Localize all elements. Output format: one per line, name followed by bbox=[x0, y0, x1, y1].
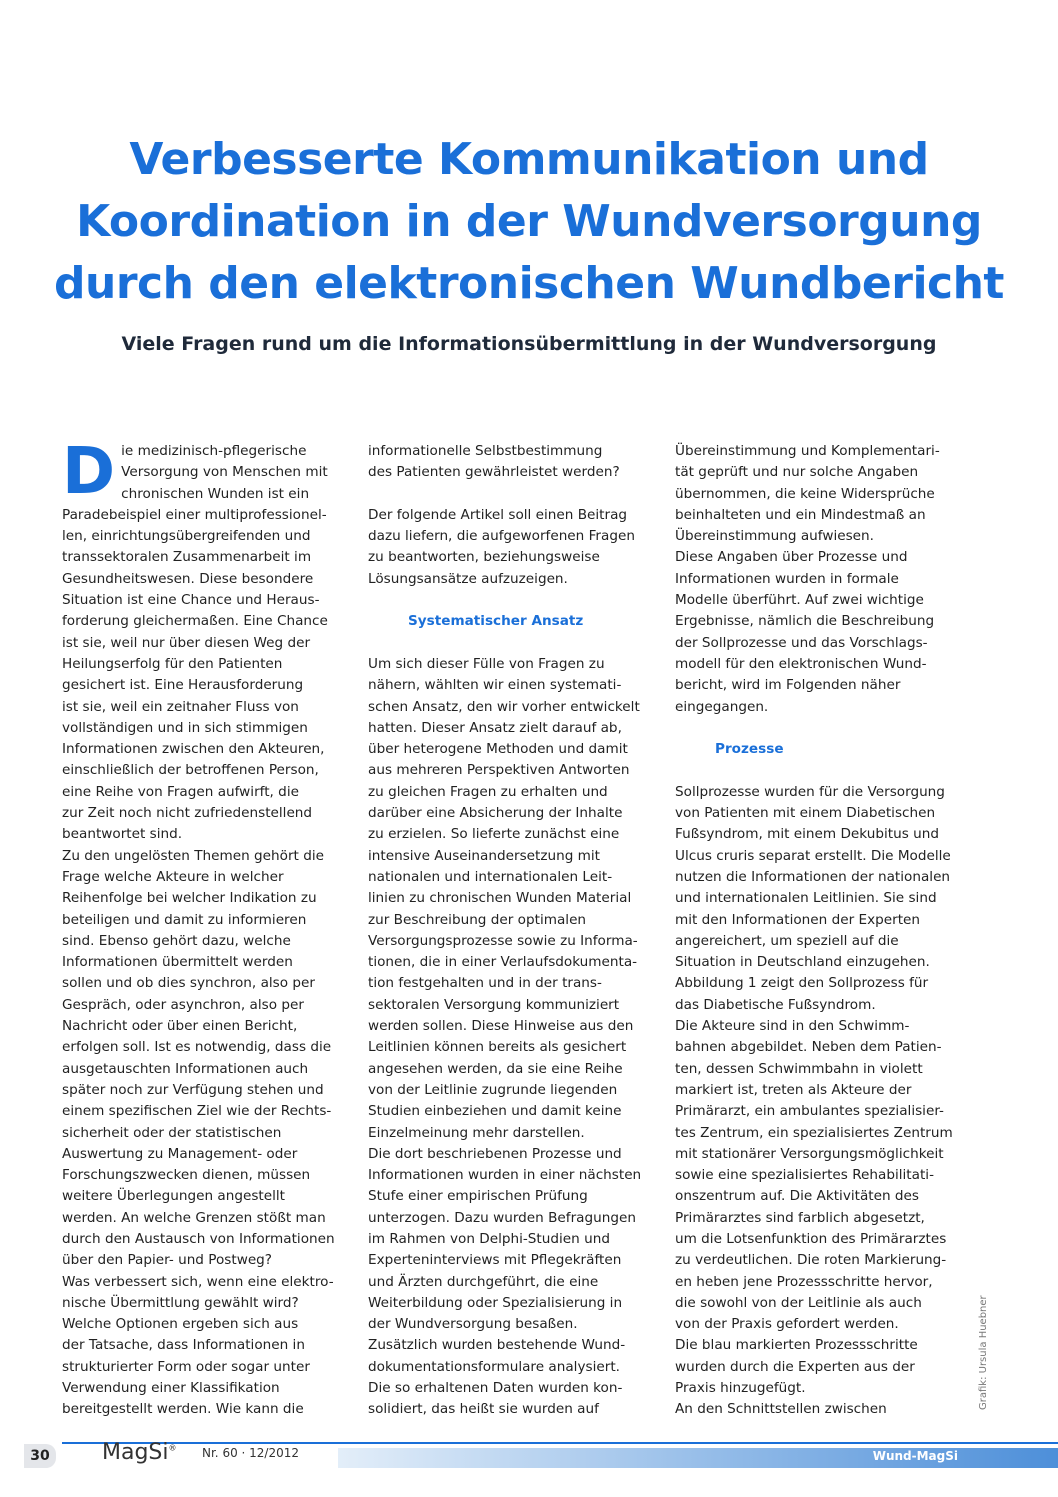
section-heading-prozesse: Prozesse bbox=[715, 741, 784, 758]
page-number: 30 bbox=[24, 1444, 56, 1468]
text-column-3 bbox=[675, 441, 965, 1461]
magazine-logo bbox=[102, 1440, 177, 1465]
intro-paragraph: ie medizinisch-pflegerische Versorgung von Menschen mit chronischen Wunden ist ein Paradebeispiel einer multiprofessionel- len, einrichtungsübergreifenden und transsektoralen Zusammenarbeit im Gesundheitswesen. Diese besondere Situation ist eine Chance und Heraus- forderung gleichermaßen. Eine Chance ist sie, weil nur über diesen Weg der Heilungserfolg für den Patienten gesichert ist. Eine Herausforderung ist sie, weil ein zeitnaher Fluss von vollständigen und in sich stimmigen Informationen zwischen den Akteuren, einschließlich der betroffenen Person, eine Reihe von Fragen aufwirft, die zur Zeit noch nicht zufriedenstellend beantwortet sind. Zu den ungelösten Themen gehört die Frage welche Akteure in welcher Reihenfolge bei welcher Indikation zu beteiligen und damit zu informieren sind. Ebenso gehört dazu, welche Informationen übermittelt werden sollen und ob dies synchron, also per Gespräch, oder asynchron, also per Nachricht oder über einen Bericht, erfolgen soll. Ist es notwendig, dass die ausgetauschten Informationen auch später noch zur Verfügung stehen und einem spezifischen Ziel wie der Rechts- sicherheit oder der statistischen Auswertung zu Management- oder Forschungszwecken dienen, müssen weitere Überlegungen angestellt werden. An welche Grenzen stößt man durch den Austausch von Informationen über den Papier- und Postweg? Was verbessert sich, wenn eine elektro- nische Übermittlung gewählt wird? Welche Optionen ergeben sich aus der Tatsache, dass Informationen in strukturierter Form oder sogar unter Verwendung einer Klassifikation bereitgestellt werden. Wie kann die bbox=[62, 443, 335, 1418]
paragraph: Übereinstimmung und Komplementari- tät geprüft und nur solche Angaben übernommen, die keine Widersprüche beinhalteten und ein Mindestmaß an Übereinstimmung aufwiesen. Diese Angaben über Prozesse und Informationen wurden in formale Modelle überführt. Auf zwei wichtige Ergebnisse, nämlich die Beschreibung der Sollprozesse und das Vorschlags- modell für den elektronischen Wund- bericht, wird im Folgenden näher eingegangen. bbox=[675, 443, 940, 715]
graphic-credit: Grafik: Ursula Huebner bbox=[978, 1295, 989, 1410]
issue-info: Nr. 60 · 12/2012 bbox=[202, 1446, 300, 1460]
text-column-2 bbox=[368, 441, 651, 1461]
brand-name: MagSi bbox=[102, 1440, 169, 1465]
section-name: Wund-MagSi bbox=[872, 1449, 958, 1463]
drop-cap: D bbox=[62, 441, 116, 509]
text-column-1 bbox=[62, 441, 348, 1461]
paragraph: Um sich dieser Fülle von Fragen zu nähern, wählten wir einen systemati- schen Ansatz, den wir vorher entwickelt hatten. Dieser Ansatz zielt darauf ab, über heterogene Methoden und damit aus mehreren Perspektiven Antworten zu gleichen Fragen zu erhalten und darüber eine Absicherung der Inhalte zu erzielen. So lieferte zunächst eine intensive Auseinandersetzung mit nationalen und internationalen Leit- linien zu chronischen Wunden Material zur Beschreibung der optimalen Versorgungsprozesse sowie zu Informa- tionen, die in einer Verlaufsdokumenta- tion festgehalten und in der trans- sektoralen Versorgung kommuniziert werden sollen. Diese Hinweise aus den Leitlinien können bereits als gesichert angesehen werden, da sie eine Reihe von der Leitlinie zugrunde liegenden Studien einbeziehen und damit keine Einzelmeinung mehr darstellen. Die dort beschriebenen Prozesse und Informationen wurden in einer nächsten Stufe einer empirischen Prüfung unterzogen. Dazu wurden Befragungen im Rahmen von Delphi-Studien und Experteninterviews mit Pflegekräften und Ärzten durchgeführt, die eine Weiterbildung oder Spezialisierung in der Wundversorgung besaßen. Zusätzlich wurden bestehende Wund- dokumentationsformulare analysiert. Die so erhaltenen Daten wurden kon- solidiert, das heißt sie wurden auf bbox=[368, 655, 642, 1418]
paragraph: Sollprozesse wurden für die Versorgung von Patienten mit einem Diabetischen Fußsyndrom, mit einem Dekubitus und Ulcus cruris separat erstellt. Die Modelle nutzen die Informationen der nationalen und internationalen Leitlinien. Sie sind mit den Informationen der Experten angereichert, um speziell auf die Situation in Deutschland einzugehen. Abbildung 1 zeigt den Sollprozess für das Diabetische Fußsyndrom. Die Akteure sind in den Schwimm- bahnen abgebildet. Neben dem Patien- ten, dessen Schwimmbahn in violett markiert ist, treten als Akteure der Primärarzt, ein ambulantes spezialisier- tes Zentrum, ein spezialisiertes Zentrum mit stationärer Versorgungsmöglichkeit sowie eine spezialisiertes Rehabilitati- onszentrum auf. Die Aktivitäten des Primärarztes sind farblich abgesetzt, um die Lotsenfunktion des Primärarztes zu verdeutlichen. Die roten Markierung- en heben jene Prozessschritte hervor, die sowohl von der Leitlinie als auch von der Praxis gefordert werden. Die blau markierten Prozessschritte wurden durch die Experten aus der Praxis hinzugefügt. An den Schnittstellen zwischen bbox=[675, 783, 953, 1418]
paragraph: Der folgende Artikel soll einen Beitrag dazu liefern, die aufgeworfenen Fragen zu beantworten, beziehungsweise Lösungsansätze aufzuzeigen. bbox=[368, 506, 635, 587]
registered-mark: ® bbox=[168, 1443, 177, 1453]
article-title: Verbesserte Kommunikation und Koordination in der Wundversorgung durch den elektronischen Wundbericht bbox=[54, 134, 1004, 310]
article-subtitle: Viele Fragen rund um die Informationsübermittlung in der Wundversorgung bbox=[121, 332, 937, 355]
footer-rule bbox=[62, 1442, 1058, 1444]
section-heading-systematischer-ansatz: Systematischer Ansatz bbox=[408, 613, 584, 630]
page-footer bbox=[0, 1442, 1058, 1472]
paragraph: informationelle Selbstbestimmung des Patienten gewährleistet werden? bbox=[368, 443, 620, 481]
